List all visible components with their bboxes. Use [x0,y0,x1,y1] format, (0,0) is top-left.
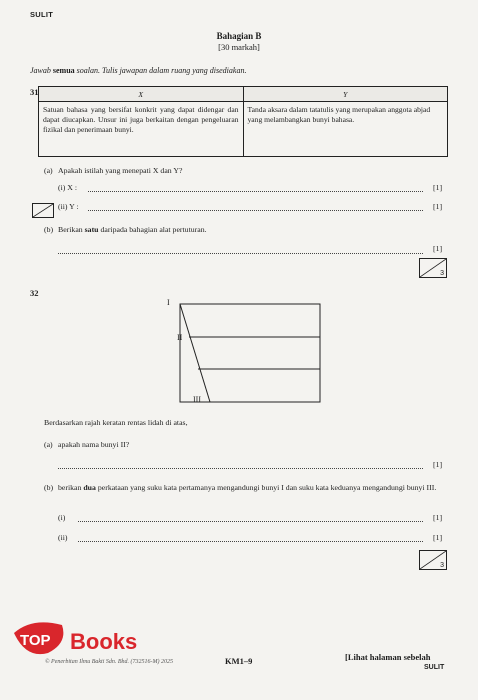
q32-a-mark: [1] [433,460,443,469]
q32-a-text: apakah nama bunyi II? [58,440,130,449]
q31-aii-mark: [1] [433,202,443,211]
q31-col-x: X [39,87,244,102]
q31-cell-x: Satuan bahasa yang bersifat konkrit yang dapat didengar dan dapat diucapkan. Unsur ini juga berkaitan dengan pengeluaran fizikal dan penerimaan bunyi. [39,102,244,157]
q31-a-scorebox [32,203,54,218]
answer-line-32bi[interactable] [78,521,423,522]
q32-b-post: perkataan yang suku kata pertamanya mengandungi bunyi I dan suku kata keduanya mengandungi bunyi III. [95,483,437,492]
answer-line-32bii[interactable] [78,541,423,542]
q32-b-i: (i) [58,513,66,522]
q31-a-text: Apakah istilah yang menepati X dan Y? [58,166,183,175]
q32-b-pre: berikan [58,483,84,492]
publisher-credit: © Penerbitan Ilmu Bakti Sdn. Bhd. (732516-M) 2025 [45,659,174,665]
instruction-post: soalan. Tulis jawapan dalam ruang yang disediakan. [74,66,247,75]
instruction [30,66,246,75]
answer-line-31ai[interactable] [88,191,423,192]
diagram-label-i: I [167,298,170,307]
question-32-number: 32 [30,288,39,298]
logo-top-text: TOP [20,632,51,649]
instruction-bold: semua [52,66,75,75]
q31-b-post: daripada bahagian alat pertuturan. [98,225,207,234]
q31-b-mark: [1] [433,244,443,253]
q32-bi-mark: [1] [433,513,443,522]
q31-b-pre: Berikan [58,225,85,234]
topbooks-logo [12,613,170,663]
q32-a-label: (a) [44,440,53,449]
q31-ai-mark: [1] [433,183,443,192]
q31-total-scorebox [419,258,447,278]
q31-col-y: Y [243,87,448,102]
q31-b-label: (b) [44,225,54,234]
q31-a-label: (a) [44,166,53,175]
q31-table [38,86,448,157]
diagram-fill [180,304,320,402]
tongue-cross-section-diagram [160,298,330,408]
sulit-footer: SULIT [424,664,445,671]
answer-line-31aii[interactable] [88,210,423,211]
q32-b-ii: (ii) [58,533,68,542]
q31-b-text [58,225,207,234]
q31-a-i: (i) X : [58,183,78,192]
instruction-pre: Jawab [30,66,53,75]
diagram-label-iii: III [193,395,201,404]
q32-b-bold: dua [83,483,96,492]
section-title: Bahagian B [216,31,262,41]
q31-cell-y: Tanda aksara dalam tatatulis yang merupakan anggota abjad yang melambangkan bunyi bahasa. [243,102,448,157]
q32-b-text [58,483,446,494]
diagram-label-ii: II [177,333,183,342]
q31-b-bold: satu [84,225,99,234]
question-31-number: 31 [30,87,39,97]
q31-total: 3 [440,270,444,277]
page-code: KM1–9 [225,656,253,666]
next-page-note: [Lihat halaman sebelah [345,652,431,662]
answer-line-31b[interactable] [58,253,423,254]
q32-b-label: (b) [44,483,54,492]
q32-total: 3 [440,562,444,569]
q32-bii-mark: [1] [433,533,443,542]
logo-books-text: Books [70,629,138,654]
section-marks: [30 markah] [218,42,260,52]
sulit-header: SULIT [30,10,54,19]
q32-total-scorebox [419,550,447,570]
q32-intro: Berdasarkan rajah keratan rentas lidah di atas, [44,418,188,427]
answer-line-32a[interactable] [58,468,423,469]
q31-a-ii: (ii) Y : [58,202,79,211]
